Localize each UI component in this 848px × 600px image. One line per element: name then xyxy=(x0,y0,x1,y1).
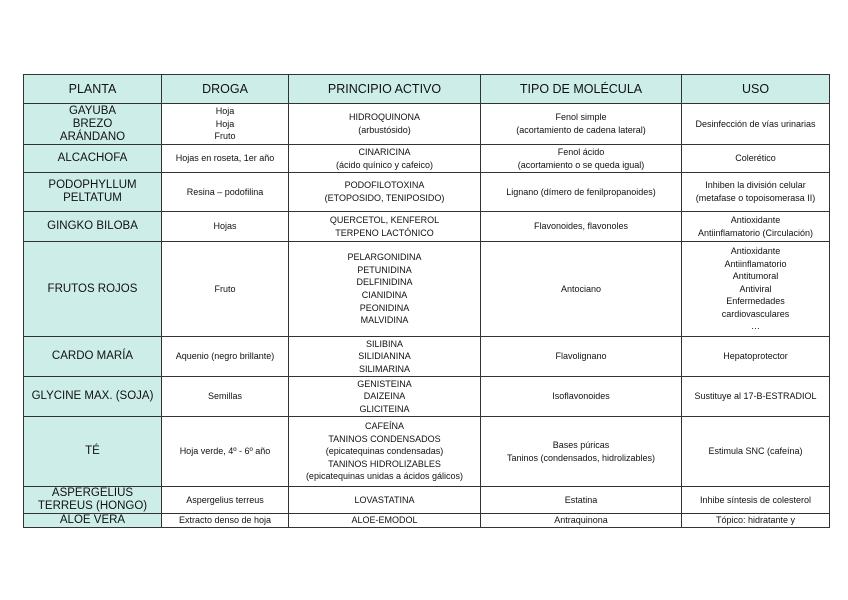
cell-text-line: (arbustósido) xyxy=(358,125,411,135)
table-row xyxy=(24,104,830,145)
table-row xyxy=(24,377,830,417)
cell-planta xyxy=(24,242,162,337)
cell-uso xyxy=(682,377,830,417)
cell-text-line: MALVIDINA xyxy=(360,315,409,326)
cell-text-line: SILIDIANINA xyxy=(358,351,411,362)
cell-droga xyxy=(162,104,289,145)
cell-text-line: … xyxy=(751,321,760,332)
cell-droga xyxy=(162,417,289,487)
cell-text-line: Antiinflamatorio (Circulación) xyxy=(697,227,814,238)
cell-text-line: Tópico: hidratante y xyxy=(715,515,796,526)
cell-uso xyxy=(682,514,830,528)
cell-uso xyxy=(682,173,830,212)
cell-text-line: Hepatoprotector xyxy=(723,351,788,362)
cell-tipo-de-molecula xyxy=(481,104,682,145)
cell-text-line: LOVASTATINA xyxy=(354,494,415,505)
cell-text-line: PODOFILOTOXINA xyxy=(344,180,425,191)
cell-text-line: Antiinflamatorio xyxy=(724,258,787,269)
cell-text-line: (epicatequinas unidas a ácidos gálicos) xyxy=(305,471,464,482)
cell-text-line: Hojas xyxy=(213,221,237,232)
cell-text-line: Extracto denso de hoja xyxy=(178,515,272,526)
cell-text-line: CAFEÍNA xyxy=(364,421,404,432)
cell-text-line: ARÁNDANO xyxy=(59,130,126,143)
cell-droga xyxy=(162,487,289,514)
table-row xyxy=(24,514,830,528)
cell-text-line: GINGKO BILOBA xyxy=(47,220,138,232)
cell-principio-activo xyxy=(289,212,481,242)
cell-droga xyxy=(162,377,289,417)
cell-text-line: CIANIDINA xyxy=(361,290,408,300)
cell-text-line: TERPENO LACTÓNICO xyxy=(335,227,434,238)
header-planta: PLANTA xyxy=(24,75,162,104)
cell-text-line: Enfermedades xyxy=(726,296,785,307)
table-row xyxy=(24,487,830,514)
cell-tipo-de-molecula xyxy=(481,337,682,377)
cell-planta xyxy=(24,417,162,487)
cell-tipo-de-molecula xyxy=(481,417,682,487)
cell-text-line: Taninos (condensados, hidrolizables) xyxy=(506,452,656,463)
cell-text-line: Semillas xyxy=(207,391,242,402)
cell-text-line: SILIBINA xyxy=(365,338,403,349)
cell-tipo-de-molecula xyxy=(481,242,682,337)
cell-text-line: GLYCINE MAX. (SOJA) xyxy=(31,390,154,402)
cell-droga xyxy=(162,242,289,337)
cell-text-line: TANINOS HIDROLIZABLES xyxy=(328,458,441,469)
cell-text-line: QUERCETOL, KENFEROL xyxy=(329,214,440,225)
cell-principio-activo xyxy=(289,487,481,514)
cell-text-line: CINARICINA xyxy=(358,146,411,157)
cell-text-line: Antioxidante xyxy=(730,214,781,225)
cell-planta xyxy=(24,514,162,528)
cell-principio-activo xyxy=(289,377,481,417)
cell-text-line: Aquenio (negro brillante) xyxy=(175,351,275,362)
cell-tipo-de-molecula xyxy=(481,145,682,173)
cell-text-line: Antiviral xyxy=(739,283,772,294)
cell-text-line: (acortamiento de cadena lateral) xyxy=(516,125,646,135)
cell-text-line: ALCACHOFA xyxy=(57,152,128,164)
cell-text-line: Inhiben la división celular xyxy=(705,180,806,191)
cell-text-line: (metafase o topoisomerasa II) xyxy=(695,193,816,203)
cell-text-line: CARDO MARÍA xyxy=(51,350,134,362)
cell-text-line: (ácido quínico y cafeico) xyxy=(335,159,434,170)
header-uso: USO xyxy=(682,75,830,104)
header-tipo-de-molecula: TIPO DE MOLÉCULA xyxy=(481,75,682,104)
cell-text-line: PELARGONIDINA xyxy=(347,252,422,263)
cell-uso xyxy=(682,337,830,377)
cell-text-line: TANINOS CONDENSADOS xyxy=(328,433,441,444)
cell-text-line: (ETOPOSIDO, TENIPOSIDO) xyxy=(324,193,445,203)
cell-planta xyxy=(24,145,162,173)
cell-text-line: Fenol ácido xyxy=(557,146,605,157)
table-header-row xyxy=(24,75,830,104)
cell-text-line: Antociano xyxy=(560,283,602,294)
cell-text-line: Fenol simple xyxy=(555,112,607,123)
cell-droga xyxy=(162,145,289,173)
cell-uso xyxy=(682,212,830,242)
cell-planta xyxy=(24,377,162,417)
cell-planta xyxy=(24,212,162,242)
cell-text-line: Antraquinona xyxy=(554,515,608,526)
cell-text-line: DAIZEINA xyxy=(363,391,406,402)
cell-text-line: ALOE VERA xyxy=(59,514,126,526)
cell-text-line: Flavolignano xyxy=(555,351,607,362)
cell-text-line: GAYUBA xyxy=(68,104,117,117)
cell-text-line: Fruto xyxy=(214,283,236,294)
cell-text-line: ALOE-EMODOL xyxy=(351,515,418,526)
cell-text-line: DELFINIDINA xyxy=(356,277,413,288)
cell-principio-activo xyxy=(289,337,481,377)
cell-text-line: Isoflavonoides xyxy=(552,391,610,402)
table-row xyxy=(24,337,830,377)
table-row xyxy=(24,417,830,487)
cell-text-line: Antioxidante xyxy=(730,245,781,256)
cell-text-line: PODOPHYLLUM xyxy=(48,179,137,191)
cell-text-line: Aspergelius terreus xyxy=(186,494,264,505)
cell-text-line: Hoja xyxy=(215,118,235,129)
cell-text-line: TERREUS (HONGO) xyxy=(37,500,148,512)
table-body xyxy=(24,104,830,528)
cell-principio-activo xyxy=(289,514,481,528)
cell-text-line: GLICITEINA xyxy=(359,403,410,414)
cell-text-line: SILIMARINA xyxy=(358,363,410,374)
cell-text-line: Resina – podofilina xyxy=(186,186,264,197)
cell-text-line: PEONIDINA xyxy=(359,302,410,313)
cell-text-line: Desinfección de vías urinarias xyxy=(695,118,816,129)
cell-tipo-de-molecula xyxy=(481,212,682,242)
cell-tipo-de-molecula xyxy=(481,487,682,514)
cell-planta xyxy=(24,337,162,377)
cell-planta xyxy=(24,104,162,145)
cell-tipo-de-molecula xyxy=(481,377,682,417)
header-principio-activo: PRINCIPIO ACTIVO xyxy=(289,75,481,104)
cell-uso xyxy=(682,104,830,145)
cell-text-line: BREZO xyxy=(72,117,113,130)
cell-planta xyxy=(24,487,162,514)
cell-text-line: Flavonoides, flavonoles xyxy=(533,221,629,232)
cell-planta xyxy=(24,173,162,212)
cell-text-line: HIDROQUINONA xyxy=(348,112,420,123)
cell-tipo-de-molecula xyxy=(481,514,682,528)
table-row xyxy=(24,242,830,337)
cell-text-line: PETUNIDINA xyxy=(357,264,412,275)
cell-text-line: Lignano (dímero de fenilpropanoides) xyxy=(506,186,656,197)
cell-principio-activo xyxy=(289,145,481,173)
cell-uso xyxy=(682,417,830,487)
cell-text-line: Hoja xyxy=(215,106,235,117)
cell-text-line: cardiovasculares xyxy=(721,308,790,319)
cell-text-line: Bases púricas xyxy=(552,439,610,450)
table-row xyxy=(24,173,830,212)
cell-text-line: TÉ xyxy=(85,445,100,457)
cell-text-line: Hojas en roseta, 1er año xyxy=(175,153,275,164)
cell-text-line: FRUTOS ROJOS xyxy=(47,282,138,295)
cell-droga xyxy=(162,514,289,528)
cell-text-line: Hoja verde, 4º - 6º año xyxy=(179,446,271,457)
cell-principio-activo xyxy=(289,242,481,337)
cell-text-line: GENISTEINA xyxy=(357,378,412,389)
cell-droga xyxy=(162,173,289,212)
cell-text-line: ASPERGELIUS xyxy=(51,487,134,499)
cell-text-line: Inhibe síntesis de colesterol xyxy=(699,494,812,505)
table-row xyxy=(24,212,830,242)
cell-text-line: (epicatequinas condensadas) xyxy=(325,446,444,457)
cell-text-line: Fruto xyxy=(214,131,236,142)
cell-text-line: Estimula SNC (cafeína) xyxy=(708,446,803,457)
cell-principio-activo xyxy=(289,417,481,487)
cell-uso xyxy=(682,145,830,173)
cell-droga xyxy=(162,212,289,242)
cell-tipo-de-molecula xyxy=(481,173,682,212)
cell-text-line: Sustituye al 17-B-ESTRADIOL xyxy=(694,391,817,402)
cell-text-line: Estatina xyxy=(564,494,598,505)
pharmacognosy-table xyxy=(23,74,830,528)
cell-text-line: PELTATUM xyxy=(63,192,122,204)
cell-text-line: (acortamiento o se queda igual) xyxy=(517,159,645,170)
cell-uso xyxy=(682,487,830,514)
cell-principio-activo xyxy=(289,173,481,212)
cell-uso xyxy=(682,242,830,337)
cell-droga xyxy=(162,337,289,377)
table-row xyxy=(24,145,830,173)
cell-text-line: Colerético xyxy=(735,153,776,164)
cell-principio-activo xyxy=(289,104,481,145)
cell-text-line: Antitumoral xyxy=(732,271,779,282)
header-droga: DROGA xyxy=(162,75,289,104)
